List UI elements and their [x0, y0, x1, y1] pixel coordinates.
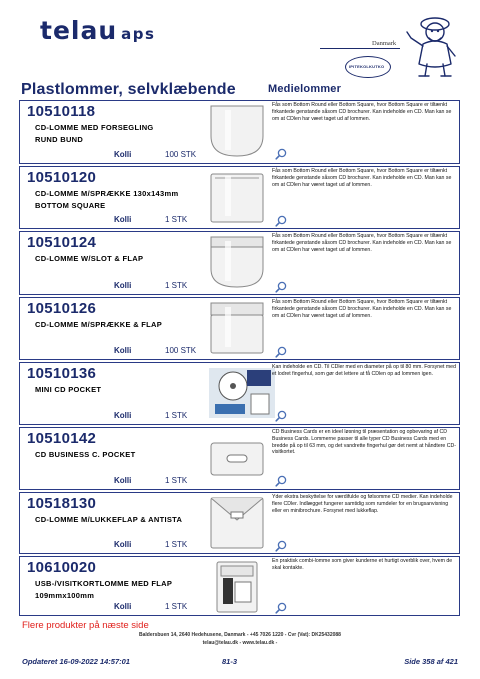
product-name-line: CD-LOMME M/SPRÆKKE 130x143mm: [35, 189, 179, 198]
package-quantity: 1 STK: [165, 540, 188, 549]
product-name-line: 109mmx100mm: [35, 591, 95, 600]
zoom-icon[interactable]: [275, 409, 287, 427]
package-quantity: 1 STK: [165, 215, 188, 224]
partner-badge: [345, 56, 391, 78]
mascot-icon: [405, 12, 463, 80]
logo-brand: telau: [40, 16, 118, 45]
more-products-link[interactable]: Flere produkter på næste side: [22, 620, 149, 631]
product-sku[interactable]: 10510120: [27, 169, 97, 186]
zoom-icon[interactable]: [275, 601, 287, 619]
package-quantity: 1 STK: [165, 411, 188, 420]
kolli-label: Kolli: [114, 540, 132, 549]
product-description: Fås som Bottom Round eller Bottom Square, hvor Bottom Square er tiltænkt firkantede genstande såsom CD brochurer. Kan indeholde en CD. Man kan se om at CDlen har væet taget ud af lommen.: [272, 102, 452, 122]
product-row[interactable]: [19, 362, 460, 425]
product-name-line: MINI CD POCKET: [35, 385, 102, 394]
kolli-label: Kolli: [114, 150, 132, 159]
package-quantity: 1 STK: [165, 602, 188, 611]
product-sku[interactable]: 10510126: [27, 300, 97, 317]
product-description: Kan indeholde en CD. Til CDler med en diameter på op til 80 mm. Forsynet med et lodret fingerhul, som gør det lettere at få CDlen op ad lommen igen.: [272, 364, 456, 377]
product-sku[interactable]: 10510136: [27, 365, 97, 382]
product-name-line: RUND BUND: [35, 135, 84, 144]
product-row[interactable]: [19, 297, 460, 360]
product-description: Fås som Bottom Round eller Bottom Square, hvor Bottom Square er tiltænkt firkantede genstande såsom CD brochurer. Kan indeholde en CD. Man kan se om at CDlen har været taget ud af lommen.: [272, 168, 452, 188]
zoom-icon[interactable]: [275, 280, 287, 298]
product-name-line: CD-LOMME W/SLOT & FLAP: [35, 254, 144, 263]
product-sku[interactable]: 10510124: [27, 234, 97, 251]
product-row[interactable]: [19, 427, 460, 490]
section-number: 81-3: [222, 657, 238, 666]
product-row[interactable]: [19, 231, 460, 295]
page-title: Plastlommer, selvklæbende: [21, 81, 236, 98]
header-divider: [320, 48, 400, 49]
product-name: [35, 122, 154, 146]
product-name: [35, 578, 172, 602]
kolli-label: Kolli: [114, 476, 132, 485]
product-name: [35, 319, 162, 331]
updated-timestamp: Opdateret 16-09-2022 14:57:01: [22, 657, 130, 666]
country-label: Danmark: [372, 40, 397, 47]
zoom-icon[interactable]: [275, 539, 287, 557]
badge-text: IPITEKOLKUTKO: [349, 64, 385, 69]
product-description: En praktisk combi-lomme som giver kunderne et hurtigt overblik over, hvem de skal kontakte.: [272, 558, 453, 571]
product-sku[interactable]: 10510118: [27, 103, 96, 120]
product-name: [35, 384, 101, 396]
product-name-line: USB-/VISITKORTLOMME MED FLAP: [35, 579, 173, 588]
product-name-line: CD-LOMME M/LUKKEFLAP & ANTISTA: [35, 515, 183, 524]
page-number: Side 358 af 421: [404, 657, 458, 666]
kolli-label: Kolli: [114, 346, 132, 355]
package-quantity: 100 STK: [165, 150, 197, 159]
product-description: Yder ekstra beskyttelse for værdifulde og følsomme CD medier. Kan indeholde flere CDler. Indlægget fungerer samtidig som rumdeler for en brugsanvisning eller en minibrochure. Forsynet med lukkeflap.: [272, 494, 453, 514]
product-name-line: BOTTOM SQUARE: [35, 201, 106, 210]
footer-address: Baldersbuen 14, 2640 Hedehusene, Danmark - +45 7026 1220 - Cvr (Vat): DK25432088: [139, 632, 341, 638]
product-description: Fås som Bottom Round eller Bottom Square, hvor Bottom Square er tiltænkt firkantede genstande såsom CD brochurer. Kan indeholde en CD. Man kan se om at CDlen har været taget ud af lommen.: [272, 233, 452, 253]
product-name-line: CD BUSINESS C. POCKET: [35, 450, 136, 459]
kolli-label: Kolli: [114, 411, 132, 420]
product-sku[interactable]: 10518130: [27, 495, 97, 512]
product-name: [35, 188, 178, 212]
product-row[interactable]: [19, 492, 460, 554]
package-quantity: 1 STK: [165, 281, 188, 290]
product-name: [35, 514, 182, 526]
zoom-icon[interactable]: [275, 345, 287, 363]
product-row[interactable]: [19, 166, 460, 229]
telau-logo[interactable]: [40, 16, 155, 45]
zoom-icon[interactable]: [275, 214, 287, 232]
product-sku[interactable]: 10510142: [27, 430, 97, 447]
product-name-line: CD-LOMME M/SPRÆKKE & FLAP: [35, 320, 163, 329]
kolli-label: Kolli: [114, 215, 132, 224]
logo-suffix: aps: [121, 25, 156, 43]
kolli-label: Kolli: [114, 602, 132, 611]
product-sku[interactable]: 10610020: [27, 559, 97, 576]
product-name: [35, 253, 143, 265]
product-description: Fås som Bottom Round eller Bottom Square, hvor Bottom Square er tiltænkt firkantede genstande såsom CD brochurer. Kan indeholde en CD. Man kan se om at CDlen har været taget ud af lommen.: [272, 299, 452, 319]
kolli-label: Kolli: [114, 281, 132, 290]
product-row[interactable]: [19, 100, 460, 164]
zoom-icon[interactable]: [275, 474, 287, 492]
package-quantity: 100 STK: [165, 346, 197, 355]
footer-contact: telau@telau.dk - www.telau.dk -: [202, 640, 278, 646]
product-row[interactable]: [19, 556, 460, 616]
product-name: [35, 449, 135, 461]
page-subtitle: Medielommer: [268, 83, 342, 95]
product-description: CD Business Cards er en ideel løsning til præsentation og opbevaring af CD Business Cards. Lommerne passer til alle typer CD Business Cards med en bredde på op til 63 mm, og det vandrette fingerhul gør det nemt at håndtere CD-visitkortet.: [272, 429, 456, 456]
zoom-icon[interactable]: [275, 147, 287, 165]
product-name-line: CD-LOMME MED FORSEGLING: [35, 123, 154, 132]
package-quantity: 1 STK: [165, 476, 188, 485]
